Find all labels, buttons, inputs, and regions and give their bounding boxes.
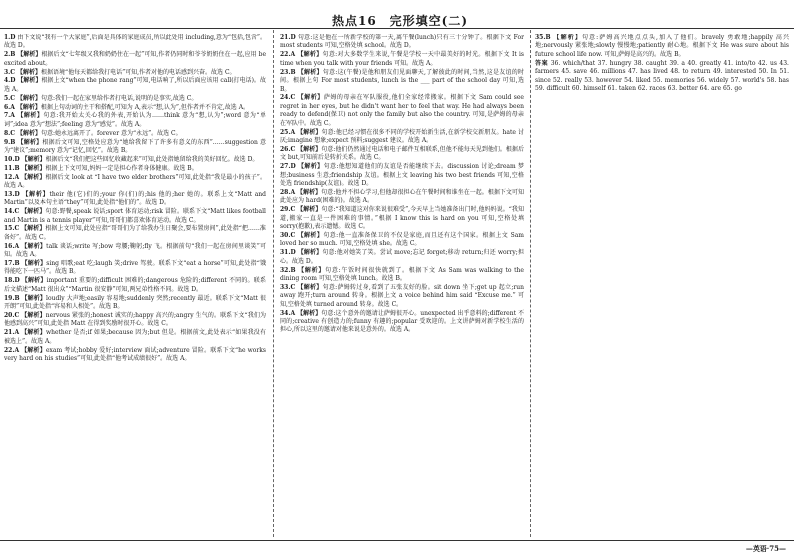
answer-explanation: 句意:午饭时间很快就到了。根据下文 As Sam was walking to the dining room 可知,空格处填 lunch。故选 B。 — [280, 266, 524, 282]
analysis-tag: 【 解析 】 — [22, 191, 49, 198]
analysis-tag: 【 解析 】 — [22, 260, 47, 267]
answer-explanation: 句意:他对她笑了笑。尝试 move;忘记 forget;移动 return;归还 worry;担心。故选 D。 — [280, 249, 524, 265]
analysis-tag: 【 解析 】 — [17, 130, 41, 137]
answer-entry — [4, 112, 266, 129]
answer-explanation: 句意:“我知道这对你来说很难受”,今天早上当她准备出门时,他妈妈说。“我知道,搬家一直是一件困难的事情。”根据 I know this is hard on you 可知,空格处填 sorry(抱歉),表示遗憾。故选 C。 — [280, 206, 524, 231]
answer-number: 5.C — [4, 94, 16, 102]
analysis-tag: 【 解析 】 — [21, 225, 45, 232]
answer-number: 32.B — [280, 266, 296, 274]
answer-explanation: sing 唱歌;eat 吃;laugh 笑;drive 驾驶。联系下文“eat a horse”可知,此处指“饿得能吃下一匹马”。故选 B。 — [4, 260, 266, 276]
answer-number: 21.D — [280, 34, 296, 41]
analysis-tag: 【 解析 】 — [22, 156, 46, 163]
answer-number: 7.A — [4, 112, 15, 120]
answer-explanation: 句意:对大多数学生来说,午餐是学校一天中最美好的时光。根据下文 It is time when you talk with your friends 可知。故选 A。 — [280, 51, 524, 67]
answer-entry — [280, 232, 524, 249]
answer-entry — [4, 225, 266, 242]
answer-entry — [4, 130, 266, 138]
answer-entry — [280, 310, 524, 335]
analysis-tag: 【 解析 】 — [554, 34, 582, 41]
answer-number: 4.D — [4, 77, 16, 85]
answer-entry — [280, 69, 524, 94]
analysis-tag: 【 解析 】 — [297, 310, 321, 317]
answer-number: 答案 — [535, 59, 549, 67]
analysis-tag: 【 解析 】 — [17, 77, 41, 84]
answer-entry — [280, 249, 524, 266]
answer-number: 6.A — [4, 103, 15, 111]
analysis-tag: 【 解析 】 — [298, 249, 323, 256]
answer-entry — [4, 95, 266, 103]
answer-number: 22.A — [4, 346, 20, 354]
answer-explanation: 句意:我开始太关心我的外表,开始认为……think 意为“想,认为”;word 意为“单词”;idea 意为“想法”;feeling 意为“感觉”。故选 A。 — [4, 112, 266, 128]
analysis-tag: 【 解析 】 — [21, 208, 45, 215]
answer-number: 14.C — [4, 208, 20, 216]
answer-explanation: 句意:她永远离开了。forever 意为“永远”。故选 C。 — [41, 129, 182, 137]
analysis-tag: 【 解析 】 — [21, 165, 45, 172]
answer-entry — [4, 77, 266, 94]
answer-number: 18.D — [4, 277, 20, 285]
analysis-tag: 【 解析 】 — [21, 347, 46, 354]
answer-number: 35.B — [535, 34, 551, 41]
answer-entry — [4, 174, 266, 191]
analysis-tag: 【 解析 】 — [297, 146, 321, 153]
answer-number: 16.A — [4, 242, 20, 250]
answer-number: 24.C — [280, 94, 296, 102]
answer-number: 10.D — [4, 155, 20, 163]
right-column — [535, 34, 789, 535]
analysis-tag: 【 解析 】 — [297, 189, 321, 196]
answer-number: 25.A — [280, 128, 296, 136]
answer-number: 2.B — [4, 51, 16, 59]
left-column — [4, 34, 266, 535]
analysis-tag: 【 解析 】 — [21, 174, 45, 181]
answer-entry — [4, 260, 266, 277]
answer-explanation: 句意:他想知道他们的友谊是否能继续下去。discussion 讨论;dream 梦想;business 生意;friendship 友谊。根据上文 leaving his two best friends 可知,空格处选 friendship(友谊)。故选 D。 — [280, 163, 524, 188]
analysis-tag: 【 解析 】 — [17, 112, 43, 119]
answer-explanation: important 重要的;difficult 困难的;dangerous 危险的;different 不同的。联系后文描述“Matt 很出众”“Martin 很安静”可知,两兄弟性格不同。故选 D。 — [4, 277, 266, 293]
analysis-tag: 【 解析 】 — [21, 329, 46, 336]
answer-entry — [280, 267, 524, 284]
answer-explanation: whether 是否;if 如果;because 因为;but 但是。根据前文,此处表示“如果我没有被选上”。故选 A。 — [4, 329, 266, 345]
answer-number: 13.D — [4, 190, 20, 198]
answer-explanation: 根据上文“when the phone rang”可知,电话响了,所以后面应该用 call(打电话)。故选 A。 — [4, 77, 266, 93]
answer-explanation: 句意:萨姆转过身,看到了五张友好的脸。sit down 坐下;get up 起立;run away 跑开;turn around 转身。根据上文 a voice behind him said “Excuse me.” 可知,空格处填 turned around 转身。故选 C。 — [280, 283, 524, 308]
analysis-tag: 【 解析 】 — [298, 69, 323, 76]
answer-explanation: 句意:他并不担心学习,但他却很担心在午餐时间和谁坐在一起。根据下文可知此处应为 hard(困难的)。故选 A。 — [280, 188, 524, 205]
answer-explanation: 根据后文“我们把这些回忆收藏起来”可知,此处指她留给我的美好回忆。故选 D。 — [45, 155, 259, 163]
answer-entry — [280, 94, 524, 128]
answer-number: 20.C — [4, 311, 20, 319]
answer-entry — [280, 146, 524, 163]
answer-explanation: 句意:这个意外的邀请让萨姆很开心。unexpected 出乎意料的;different 不同的;creative 有创造力的;funny 有趣的;popular 受欢迎的。上文讲萨姆对新学校生活的担心,所以这里的邀请对他来说是意外的。故选 A。 — [280, 309, 524, 334]
answer-entry — [535, 34, 789, 59]
analysis-tag: 【 解析 】 — [297, 51, 322, 58]
answer-entry — [4, 243, 266, 260]
answer-explanation: 根据后文 look at “I have two elder brothers”可知,此处指“我是最小的孩子”。故选 A。 — [4, 173, 266, 189]
analysis-tag: 【 解析 】 — [298, 232, 324, 239]
answer-explanation: nervous 紧张的;honest 诚实的;happy 高兴的;angry 生气的。联系下文“我们为他感到高兴”可知,此处指 Matt 在得到奖励时很开心。故选 C。 — [4, 311, 266, 328]
answer-entry — [4, 165, 266, 173]
column-divider — [530, 30, 531, 537]
answer-explanation: 句意:萨姆高兴地点点头,加入了他们。bravely 勇敢地;happily 高兴地;nervously 紧张地;slowly 慢慢地;patiently 耐心地。根据下文 He was sure about his future school life now. 可知,萨姆是高兴的。故选 B。 — [535, 34, 789, 58]
answer-number: 17.B — [4, 260, 20, 268]
answer-number: 21.A — [4, 329, 20, 337]
answer-entry — [280, 206, 524, 231]
footer-rule — [0, 540, 794, 541]
answer-number: 29.C — [280, 206, 296, 214]
analysis-tag: 【 解析 】 — [298, 267, 325, 274]
column-divider — [273, 30, 274, 537]
answer-number: 3.C — [4, 68, 16, 76]
analysis-tag: 【 解析 】 — [21, 243, 46, 250]
header-rule — [0, 28, 794, 29]
answer-explanation: exam 考试;hobby 爱好;interview 面试;adventure 冒险。联系下文“he works very hard on his studies”可知,此处指“他考试成绩很好”。故选 A。 — [4, 346, 266, 362]
answer-entry — [4, 104, 266, 112]
answer-explanation: 句意:野餐,speak 说话;sport 体育运动;risk 冒险。联系下文“Matt likes football and Martin is a tennis player”可知,哥哥们都喜欢体育运动。故选 C。 — [4, 208, 266, 224]
analysis-tag: 【 解析 】 — [297, 206, 321, 213]
answer-explanation: 根据后文“七年级又我和奶奶住在一起”可知,作者仍同时和爷爷奶奶住在一起,应用 be excited about。 — [4, 51, 266, 67]
answer-number: 11.B — [4, 164, 20, 172]
answer-number: 33.C — [280, 283, 296, 291]
analysis-tag: 【 解析 】 — [17, 139, 42, 146]
analysis-tag: 【 解析 】 — [22, 277, 47, 284]
answer-entry — [4, 34, 266, 51]
answer-number: 23.B — [280, 68, 296, 76]
answer-number: 27.D — [280, 163, 296, 171]
answer-number: 12.A — [4, 173, 20, 181]
analysis-tag: 【 解析 】 — [17, 104, 41, 111]
answer-entry — [4, 69, 266, 77]
answer-explanation: their 他(它)们的;your 你(们)的;his 他的;her 她的。联系上文“Matt and Martin”以及本句主语“they”可知,此处指“他们的”。故选 D。 — [4, 190, 266, 207]
analysis-tag: 【 解析 】 — [298, 94, 324, 101]
answer-entry — [4, 347, 266, 364]
answer-explanation: 根据后文可知,空格处应意为“她给我留下了许多有意义的东西”……suggestion 意为“建议”;memory 意为“记忆,回忆”。故选 B。 — [4, 138, 266, 155]
page-title: 热点16 完形填空(二) — [331, 14, 469, 28]
answer-number: 34.A — [280, 309, 296, 317]
answer-number: 22.A — [280, 51, 296, 59]
answer-number: 28.A — [280, 188, 296, 196]
answer-entry — [4, 51, 266, 68]
middle-column — [280, 34, 524, 535]
answer-entry — [4, 277, 266, 294]
answer-explanation: 句意:这是他在一所新学校的第一天,离午餐(lunch)只有三十分钟了。根据下文 For most students 可知,空格处填 school。故选 D。 — [280, 34, 524, 50]
answer-entry — [4, 208, 266, 225]
answer-number: 1.D — [4, 34, 16, 41]
answer-entry — [280, 51, 524, 68]
analysis-tag: 【 解析 】 — [17, 69, 41, 76]
analysis-tag: 【 解析 】 — [17, 95, 41, 102]
analysis-tag: 【 解析 】 — [21, 312, 45, 319]
answer-explanation: 根据语境“他每天都给我打电话”可知,作者对他的电话感到兴奋。故选 C。 — [41, 68, 236, 76]
answer-number: 30.C — [280, 231, 296, 239]
answer-explanation: 36. which/that 37. hungry 38. caught 39. a 40. greatly 41. into/to 42. us 43. farmers 45. save 46. millions 47. has lived 48. to return 49. interested 50. In 51. since 52. really 53. however 54. liked 55. memories 56. widely 57. world's 58. has 59. difficult 60. himself 61. taken 62. races 63. better 64. are 65. go — [535, 59, 789, 93]
answer-entry — [280, 284, 524, 309]
answer-number: 15.C — [4, 225, 20, 233]
answer-explanation: loudly 大声地;easily 容易地;suddenly 突然;recently 最近。联系下文“Matt 很开朗”可知,此处指“容易和人相处”。故选 B。 — [4, 294, 266, 311]
answer-entry — [280, 129, 524, 146]
analysis-tag: 【 解析 】 — [297, 129, 321, 136]
page-footer: —英语·75— — [745, 544, 786, 553]
analysis-tag: 【 解析 】 — [297, 284, 322, 291]
answer-explanation: 句意:他一直准备保卫的不仅是家庭,而且还有这个国家。根据上文 Sam loved her so much. 可知,空格处填 she。故选 C。 — [280, 231, 524, 248]
answer-number: 26.C — [280, 145, 296, 153]
answer-entry — [4, 312, 266, 329]
answer-number: 19.B — [4, 294, 20, 302]
answer-explanation: 根据上文可知,此处应指“哥哥们为了给我办生日聚会,要布置房间”,此处指“把……准备好”。故选 C。 — [4, 225, 266, 241]
answer-entry — [280, 163, 524, 188]
answer-explanation: 由下文说“我有一个大家庭”,后面是具体的家庭成员,所以此处用 including,意为“包括,包含”。故选 D。 — [4, 34, 266, 50]
analysis-tag: 【 解析 】 — [17, 51, 41, 58]
answer-entry — [280, 189, 524, 206]
answer-entry — [4, 156, 266, 164]
answer-explanation: talk 谈话;write 写;bow 弯腰;鞠躬;fly 飞。根据前句“我们一起在房间里谈笑”可知。故选 A。 — [4, 242, 266, 259]
answer-explanation: 句意:他们仍然通过电话和电子邮件互相联系,但他不能每天见到他们。根据后文 but,可知前后是转折关系。故选 C。 — [280, 145, 524, 162]
answer-entry — [280, 34, 524, 51]
answer-entry — [4, 191, 266, 208]
answer-explanation: 句意:这(午餐)是他和朋友们见面聊天,了解彼此的时间,当然,这是友谊的时间。根据上句 For most students, lunch is the ___ part of the school day 可知,选 B。 — [280, 68, 524, 93]
answer-explanation: 根据上句动词的主干和搭配,可知为 A,表示“想,认为”,但作者并不肯定,故选 A。 — [40, 103, 250, 111]
answer-entry — [4, 295, 266, 312]
answer-explanation: 句意:我们一起在家里给作者打电话,说明的是事实,故选 C。 — [41, 94, 198, 102]
analysis-tag: 【 解析 】 — [22, 295, 47, 302]
answer-number: 31.D — [280, 249, 296, 257]
analysis-tag: 【 解析 】 — [298, 163, 324, 170]
answer-explanation: 萨姆的母亲在军队服役,他们全家经常搬家。根据下文 Sam could see regret in her eyes, but he didn't want her to feel that way. He had always been ready to defend(保卫) not only the family but also the country. 可知,是萨姆的母亲在军队中。故选 C。 — [280, 94, 524, 127]
answer-number: 9.B — [4, 138, 16, 146]
answer-explanation: 根据上下文可知,妈妈一定是担心作者身体健康。故选 B。 — [45, 164, 198, 172]
answer-explanation: 句意:他已经习惯在很多不同的学校开始新生活,在新学校交新朋友。hate 讨厌;imagine 想象;expect 预料;suggest 建议。故选 A。 — [280, 128, 524, 144]
answer-entry — [4, 329, 266, 346]
answer-number: 8.C — [4, 129, 16, 137]
answer-entry — [4, 139, 266, 156]
answer-entry — [535, 60, 789, 94]
